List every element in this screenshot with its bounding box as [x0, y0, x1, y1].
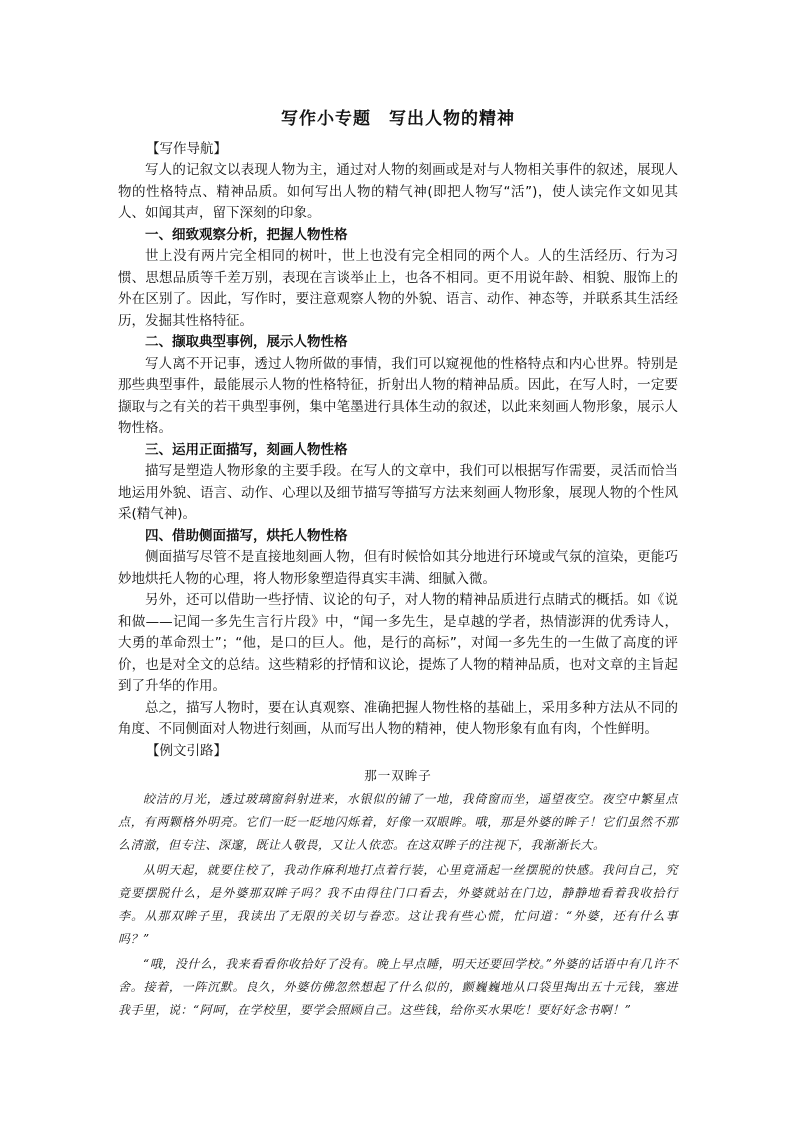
- writing-guide-tag: 【写作导航】: [146, 141, 227, 157]
- section-heading-1: 一、细致观察分析，把握人物性格: [145, 226, 348, 243]
- section-text-4: 侧面描写尽管不是直接地刻画人物，但有时候恰如其分地进行环境或气氛的渲染，更能巧妙地烘托人物的心理，将人物形象塑造得真实丰满、细腻入微。: [118, 549, 678, 587]
- section-heading-2: 二、撷取典型事例，展示人物性格: [145, 334, 348, 350]
- essay-paragraph-3: “哦，没什么，我来看看你收拾好了没有。晚上早点睡，明天还要回学校。”外婆的话语中有几许不舍。接着，一阵沉默。良久，外婆仿佛忽然想起了什么似的，颤巍巍地从口袋里掏出五十元钱，塞进我手里，说：“阿呵，在学校里，要学会照顾自己。这些钱，给你买水果吃！要好好念书啊！”: [118, 956, 678, 1017]
- document-page: [118, 96, 678, 1024]
- page-title: 写作小专题 写出人物的精神: [281, 109, 515, 129]
- section-text-3: 描写是塑造人物形象的主要手段。在写人的文章中，我们可以根据写作需要，灵活而恰当地运用外貌、语言、动作、心理以及细节描写等描写方法来刻画人物形象，展现人物的个性风采(精气神)。: [118, 463, 678, 522]
- summary-paragraph: 总之，描写人物时，要在认真观察、准确把握人物性格的基础上，采用多种方法从不同的角度、不同侧面对人物进行刻画，从而写出人物的精神，使人物形象有血有肉，个性鲜明。: [118, 699, 678, 737]
- section-heading-3: 三、运用正面描写，刻画人物性格: [145, 441, 348, 458]
- section-heading-4: 四、借助侧面描写，烘托人物性格: [145, 527, 348, 544]
- guide-intro: 写人的记叙文以表现人物为主，通过对人物的刻画或是对与人物相关事件的叙述，展现人物的性格特点、精神品质。如何写出人物的精气神(即把人物写“活”)，使人读完作文如见其人、如闻其声，留下深刻的印象。: [118, 162, 678, 221]
- essay-paragraph-2: 从明天起，就要住校了，我动作麻利地打点着行装，心里竟涌起一丝摆脱的快感。我问自己，究竟要摆脱什么，是外婆那双眸子吗？我不由得往门口看去，外婆就站在门边，静静地看着我收拾行李。从那双眸子里，我读出了无限的关切与眷恋。这让我有些心慌，忙问道：“外婆，还有什么事吗？”: [118, 862, 678, 946]
- essay-paragraph-1: 皎洁的月光，透过玻璃窗斜射进来，水银似的铺了一地，我倚窗而坐，遥望夜空。夜空中繁星点点，有两颗格外明亮。它们一眨一眨地闪烁着，好像一双眼眸。哦，那是外婆的眸子！它们虽然不那么清澈，但专注、深邃，既让人敬畏，又让人依恋。在这双眸子的注视下，我渐渐长大。: [118, 791, 678, 852]
- additional-paragraph: 另外，还可以借助一些抒情、议论的句子，对人物的精神品质进行点睛式的概括。如《说和做——记闻一多先生言行片段》中，“闻一多先生，是卓越的学者，热情澎湃的优秀诗人，大勇的革命烈士”；“他，是口的巨人。他，是行的高标”，对闻一多先生的一生做了高度的评价，也是对全文的总结。这些精彩的抒情和议论，提炼了人物的精神品质，也对文章的主旨起到了升华的作用。: [118, 592, 678, 694]
- section-text-2: 写人离不开记事，透过人物所做的事情，我们可以窥视他的性格特点和内心世界。特别是那些典型事件，最能展示人物的性格特征，折射出人物的精神品质。因此，在写人时，一定要撷取与之有关的若干典型事例，集中笔墨进行具体生动的叙述，以此来刻画人物形象，展示人物性格。: [118, 355, 678, 436]
- section-text-1: 世上没有两片完全相同的树叶，世上也没有完全相同的两个人。人的生活经历、行为习惯、思想品质等千差万别，表现在言谈举止上，也各不相同。更不用说年龄、相貌、服饰上的外在区别了。因此，写作时，要注意观察人物的外貌、语言、动作、神态等，并联系其生活经历，发掘其性格特征。: [118, 248, 678, 329]
- essay-title: 那一双眸子: [364, 767, 432, 783]
- example-tag: 【例文引路】: [146, 742, 227, 759]
